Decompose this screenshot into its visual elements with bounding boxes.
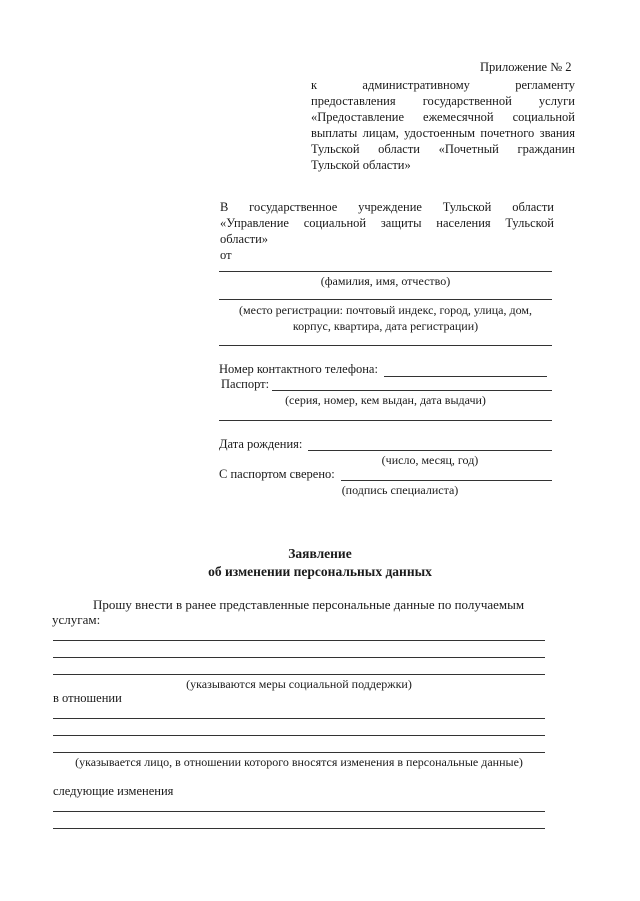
addressee-block (220, 199, 554, 263)
phone-line[interactable] (384, 376, 547, 377)
measures-line-3[interactable] (53, 674, 545, 675)
address-line[interactable] (219, 299, 552, 300)
regarding-label: в отношении (53, 691, 122, 705)
birth-line[interactable] (308, 450, 552, 451)
address-line-2[interactable] (219, 345, 552, 346)
addressee-line: «Управление социальной защиты населения Тульской (220, 216, 554, 230)
addressee-line: области» (220, 232, 269, 246)
address-caption-line: корпус, квартира, дата регистрации) (292, 319, 479, 333)
appendix-line: Тульской области «Почетный гражданин (311, 142, 575, 156)
statement-title: Заявление (288, 546, 352, 561)
measures-line-2[interactable] (53, 657, 545, 658)
statement-subtitle: об изменении персональных данных (208, 564, 432, 579)
passport-label: Паспорт: (221, 377, 270, 391)
verified-line[interactable] (341, 480, 552, 481)
appendix-line: к административному регламенту (311, 78, 575, 92)
appendix-text (311, 77, 575, 173)
fio-caption: (фамилия, имя, отчество) (320, 274, 451, 288)
person-line-1[interactable] (53, 718, 545, 719)
person-caption: (указывается лицо, в отношении которого вносятся изменения в персональные данные) (75, 755, 523, 769)
appendix-title: Приложение № 2 (480, 60, 572, 74)
addressee-line: В государственное учреждение Тульской области (220, 200, 554, 214)
appendix-line: выплаты лицам, удостоенным почетного звания (311, 126, 575, 140)
birth-label: Дата рождения: (219, 437, 303, 451)
fio-line[interactable] (219, 271, 552, 272)
phone-label: Номер контактного телефона: (219, 362, 378, 376)
person-line-2[interactable] (53, 735, 545, 736)
appendix-line: предоставления государственной услуги (311, 94, 575, 108)
appendix-line: Тульской области» (311, 158, 411, 172)
person-line-3[interactable] (53, 752, 545, 753)
address-caption (219, 302, 552, 334)
changes-label: следующие изменения (53, 784, 174, 798)
verified-caption: (подпись специалиста) (341, 483, 459, 497)
birth-caption: (число, месяц, год) (381, 453, 479, 467)
changes-line-2[interactable] (53, 828, 545, 829)
measures-caption: (указываются меры социальной поддержки) (186, 677, 412, 691)
address-caption-line: (место регистрации: почтовый индекс, город, улица, дом, (239, 303, 532, 317)
intro-text-cont: услугам: (52, 612, 101, 627)
intro-text: Прошу внести в ранее представленные персональные данные по получаемым (93, 597, 525, 612)
from-label: от (220, 248, 232, 262)
changes-line-1[interactable] (53, 811, 545, 812)
passport-line[interactable] (272, 390, 552, 391)
passport-caption: (серия, номер, кем выдан, дата выдачи) (285, 393, 486, 407)
passport-line-2[interactable] (219, 420, 552, 421)
appendix-line: «Предоставление ежемесячной социальной (311, 110, 575, 124)
measures-line-1[interactable] (53, 640, 545, 641)
verified-label: С паспортом сверено: (219, 467, 335, 481)
